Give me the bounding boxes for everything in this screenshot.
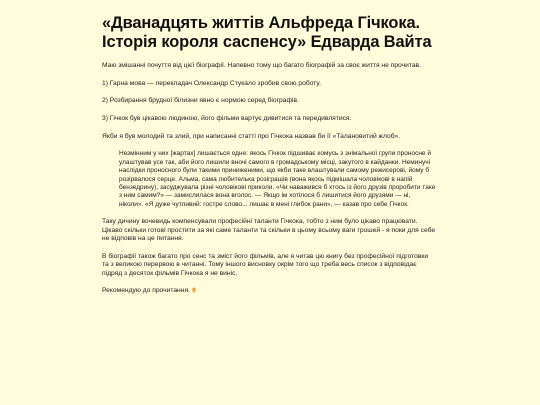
opinion-paragraph: Якби я був молодий та злий, при написанні статті про Гічкока назвав би її «Талановитий жлоб». bbox=[102, 132, 401, 140]
closing-text: Рекомендую до прочитання. bbox=[102, 287, 190, 295]
films-paragraph: В біографії також багато про сенс та зміст його фільмів, але я читав цю книгу без професійної підготовки та з великою перервою в читанні. Тому іншого висновку окрім того що треба весь список з відповідає підряд з десяток фільмів Гічкока я не виніс. bbox=[102, 252, 429, 277]
point-3-paragraph: 3) Гічкок був цікавою людиною, його фільми вартує дивитися та передивлятися. bbox=[102, 115, 352, 123]
quote-block: Незмінним у них [жартах] лишається одне: якось Гічкок підшиває комусь з знімальної групи проносне й улаштував усе так, аби його лишили вночі самого в громадському місці, закутого в кайданки. Неминучі наслідки проносного були такими приниженими, що якби таке влаштували самому режисерові, йому б розірвалося серце. Альма, сама любителька розіграшів (вона якось підмішала чоловікові в напій бензедрину), засуджувала різні чоловікові приколи. «Чи наважився б хтось із його друзів проробити таке з ним самим?» — замислилася вона вголос. — Якщо ім хотілося б лишитися його друзями — ні, ніколи». «Я дуже чутливий: гостре слово... лишає в мені глибок рани», — казав про себе Гічкок. bbox=[119, 150, 436, 208]
article bbox=[102, 14, 436, 305]
closing-paragraph bbox=[102, 287, 436, 296]
intro-paragraph: Маю змішанні почуття від цієї біографії. Напевно тому що багато біографій за своє життя не прочитав. bbox=[102, 62, 421, 69]
talent-paragraph: Таку дичину вочевидь компенсували професійні таланти Гічкока, тобто з ним було цікаво працювати. Цікаво скільки готові простити за які саме таланти та скільки в цьому всьому ваги грошей - я поки для себе не відповів на це питання. bbox=[102, 218, 436, 243]
point-1-paragraph: 1) Гарна мова — перекладач Олександр Стукало зробив свою роботу. bbox=[102, 79, 321, 87]
article-title: «Дванадцять життів Альфреда Гічкока. Історія короля саспенсу» Едварда Вайта bbox=[102, 14, 432, 51]
point-2-paragraph: 2) Розбирання брудної білизни явно є нормою серед біографів. bbox=[102, 97, 299, 105]
raised-hand-icon bbox=[191, 287, 197, 293]
